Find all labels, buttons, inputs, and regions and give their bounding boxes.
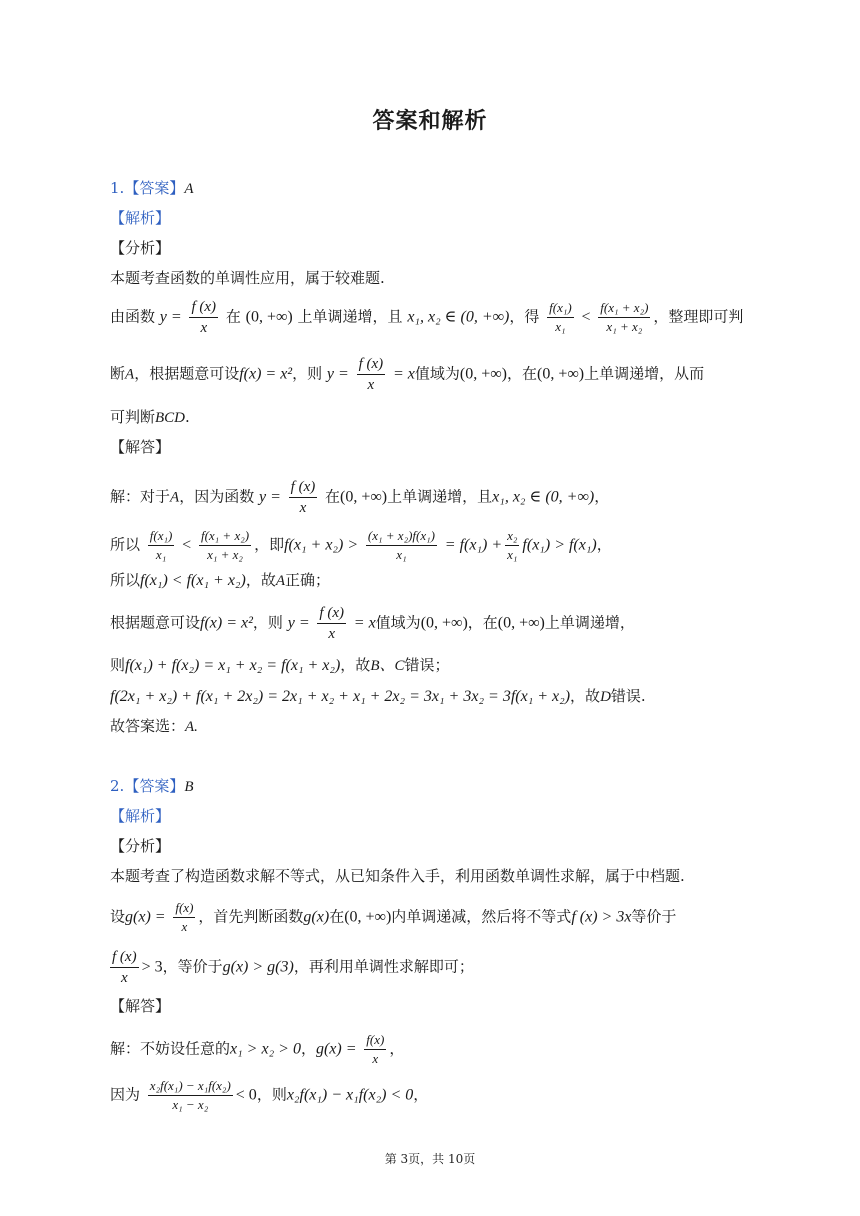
fraction — [148, 1078, 233, 1113]
text: ，故 — [340, 656, 371, 674]
math: < — [581, 308, 591, 326]
math: (0, +∞) — [459, 365, 507, 383]
q1-fenxi: 【分析】 — [110, 239, 171, 257]
text: ，等价于 — [162, 957, 223, 976]
math: (0, +∞) — [420, 614, 468, 632]
text: 解：对于 — [110, 487, 171, 506]
numerator: f(x) — [364, 1032, 386, 1050]
denominator: x₁ + x₂ — [606, 319, 643, 334]
text: ，因为函数 — [179, 487, 255, 506]
text: ， — [594, 487, 610, 506]
math: f(x₁) < f(x₁ + x₂) — [140, 572, 246, 589]
text: 上单调递增，且 — [387, 487, 493, 506]
text: . — [185, 408, 190, 426]
fraction — [364, 1032, 386, 1067]
q1-sol-line6 — [110, 686, 646, 707]
text: 由函数 — [110, 307, 156, 326]
q2-sol-line1 — [110, 1032, 404, 1067]
q1-jieda: 【解答】 — [110, 438, 171, 456]
text: 根据题意可设 — [110, 613, 201, 632]
text: ，在 — [467, 613, 498, 632]
fraction — [357, 355, 386, 394]
text: 值域为 — [375, 613, 421, 632]
fraction — [598, 300, 650, 335]
q2-sol-line2 — [110, 1078, 428, 1113]
fraction — [505, 528, 519, 563]
q1-jiexi: 【解析】 — [110, 209, 171, 227]
q2-number: 2. — [110, 777, 125, 795]
text: 在 — [329, 907, 345, 926]
numerator: f (x) — [357, 355, 386, 375]
text: ，则 — [292, 364, 323, 383]
math: y = — [258, 488, 281, 506]
text: ，则 — [256, 1085, 287, 1104]
text: 因为 — [110, 1085, 141, 1104]
text: ， — [389, 1039, 405, 1058]
text: ，得 — [509, 307, 540, 326]
q2-answer-tag: 【答案】 — [124, 777, 185, 795]
text: 所以 — [110, 571, 141, 589]
numerator: f (x) — [110, 948, 139, 968]
math: x₂f(x₁) − x₁f(x₂) < 0 — [286, 1086, 414, 1104]
denominator: x₁ — [555, 319, 566, 334]
text: ， — [413, 1085, 429, 1104]
numerator: (x₁ + x₂)f(x₁) — [366, 528, 437, 546]
page-footer: 第 3页，共 10页 — [384, 1152, 476, 1166]
math: y = — [159, 308, 182, 326]
text: 断 — [110, 364, 126, 383]
text: 错误； — [404, 656, 450, 674]
fraction — [189, 298, 218, 337]
math: x₁ > x₂ > 0 — [230, 1040, 301, 1058]
math: = f(x₁) + — [444, 536, 503, 554]
text: 等价于 — [631, 907, 677, 926]
text: 上单调递增，且 — [297, 307, 403, 326]
q1-sol-line1 — [110, 478, 609, 517]
denominator: x₁ — [155, 547, 167, 562]
math: A. — [185, 719, 198, 735]
math: D — [600, 689, 611, 705]
numerator: f (x) — [289, 478, 318, 498]
text: ，在 — [506, 364, 537, 383]
fraction — [199, 528, 251, 563]
denominator: x — [299, 500, 307, 516]
numerator: f(x₁ + x₂) — [598, 300, 650, 318]
math: f (x) > 3x — [571, 908, 632, 926]
page-title: 答案和解析 — [372, 109, 488, 134]
math: = x — [353, 614, 376, 632]
text: ，则 — [252, 613, 283, 632]
denominator: x₁ − x₂ — [172, 1097, 209, 1112]
math: f(x₁) > f(x₁) — [522, 536, 597, 554]
math: < 0 — [235, 1086, 257, 1104]
math: B、C — [370, 658, 405, 674]
fraction — [110, 948, 139, 987]
q2-jieda: 【解答】 — [110, 997, 171, 1015]
math: y = — [287, 614, 310, 632]
numerator: x₂f(x₁) − x₁f(x₂) — [148, 1078, 233, 1096]
fraction — [366, 528, 437, 563]
text: 值域为 — [414, 364, 460, 383]
q1-analysis-line2 — [110, 355, 704, 394]
denominator: x₁ — [396, 547, 407, 562]
text: ，故 — [570, 687, 601, 705]
text: 可判断 — [110, 408, 156, 426]
denominator: x — [328, 626, 336, 642]
q1-number: 1. — [110, 179, 125, 197]
math: (0, +∞) — [497, 614, 545, 632]
denominator: x — [200, 320, 208, 336]
text: 解：不妨设任意的 — [110, 1039, 231, 1058]
math: = x — [392, 365, 415, 383]
denominator: x — [120, 970, 128, 986]
q2-intro: 本题考查了构造函数求解不等式，从已知条件入手，利用函数单调性求解，属于中档题. — [110, 867, 685, 885]
denominator: x — [372, 1051, 379, 1066]
q1-sol-line3 — [110, 570, 330, 591]
numerator: f(x₁) — [148, 528, 175, 546]
math: g(x) — [303, 908, 330, 926]
text: ，根据题意可设 — [134, 364, 240, 383]
fraction — [148, 528, 175, 563]
denominator: x — [367, 377, 375, 393]
text: ，故 — [245, 571, 276, 589]
math: x₁, x₂ ∈ (0, +∞) — [492, 488, 595, 506]
q2-analysis-line2 — [110, 948, 474, 987]
math: A — [275, 573, 285, 589]
text: 上单调递增， — [544, 613, 635, 632]
math: > 3 — [141, 958, 163, 976]
text: ，首先判断函数 — [198, 907, 304, 926]
text: 则 — [110, 656, 126, 674]
numerator: f (x) — [317, 604, 346, 624]
q1-analysis-line3 — [110, 407, 190, 428]
text: 内单调递减，然后将不等式 — [391, 907, 572, 926]
math: g(x) = — [125, 908, 166, 926]
text: ， — [596, 535, 612, 554]
fraction — [547, 300, 574, 335]
math: f(x₁ + x₂) > — [284, 536, 359, 554]
text: 在 — [325, 487, 341, 506]
text: ，即 — [254, 535, 285, 554]
text: 设 — [110, 907, 126, 926]
math: (0, +∞) — [245, 308, 293, 326]
math: y = — [326, 365, 349, 383]
math: f(x₁) + f(x₂) = x₁ + x₂ = f(x₁ + x₂) — [125, 657, 341, 674]
math: f(2x₁ + x₂) + f(x₁ + 2x₂) = 2x₁ + x₂ + x₁ + 2x₂ = 3x₁ + 3x₂ = 3f(x₁ + x₂) — [110, 688, 571, 705]
fraction — [289, 478, 318, 517]
math: (0, +∞) — [344, 908, 392, 926]
math: A — [125, 366, 135, 383]
q1-intro: 本题考查函数的单调性应用，属于较难题. — [110, 269, 385, 287]
q1-analysis-line1 — [110, 298, 743, 337]
text: 在 — [225, 307, 241, 326]
q1-sol-line7 — [110, 716, 198, 737]
q1-sol-line5 — [110, 655, 450, 676]
q2-answer-line — [110, 776, 194, 797]
math: g(x) = — [315, 1040, 357, 1058]
denominator: x₁ + x₂ — [207, 547, 243, 562]
q2-analysis-line1 — [110, 900, 676, 935]
math: < — [182, 536, 192, 554]
numerator: f (x) — [189, 298, 218, 318]
math: (0, +∞) — [340, 488, 388, 506]
text: 故答案选： — [110, 717, 186, 735]
math: A — [170, 489, 180, 506]
math: x₁, x₂ ∈ (0, +∞) — [407, 308, 510, 326]
math: f(x) = x² — [239, 365, 293, 383]
q2-fenxi: 【分析】 — [110, 837, 171, 855]
text: 所以 — [110, 535, 141, 554]
text: 上单调递增，从而 — [584, 364, 705, 383]
math: BCD — [155, 410, 186, 426]
q1-answer-tag: 【答案】 — [124, 179, 185, 197]
q1-answer-line — [110, 178, 194, 199]
numerator: f(x₁ + x₂) — [199, 528, 251, 546]
text: 错误. — [610, 687, 646, 705]
q1-answer: A — [184, 181, 194, 197]
text: ，再利用单调性求解即可； — [293, 957, 474, 976]
math: g(x) > g(3) — [222, 958, 294, 976]
text: 正确； — [285, 571, 331, 589]
text: ，整理即可判 — [653, 307, 744, 326]
math: (0, +∞) — [536, 365, 585, 383]
q1-sol-line4 — [110, 604, 635, 643]
q2-answer: B — [184, 779, 194, 795]
denominator: x₁ — [507, 547, 518, 562]
q2-jiexi: 【解析】 — [110, 807, 171, 825]
fraction — [317, 604, 346, 643]
numerator: f(x₁) — [547, 300, 574, 318]
numerator: x₂ — [505, 528, 519, 546]
numerator: f(x) — [173, 900, 195, 918]
fraction — [173, 900, 195, 935]
math: f(x) = x² — [200, 614, 253, 632]
denominator: x — [181, 919, 188, 934]
text: ， — [300, 1039, 316, 1058]
q1-sol-line2 — [110, 528, 612, 563]
